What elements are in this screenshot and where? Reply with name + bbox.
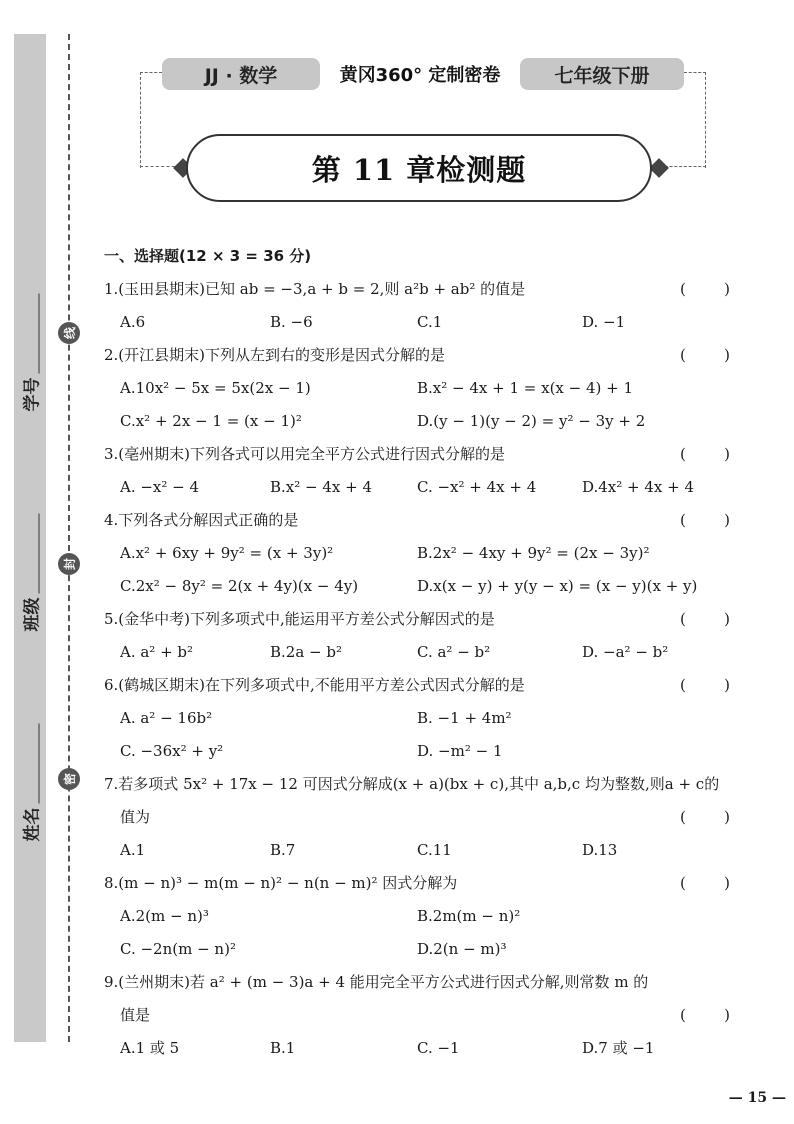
options-row [104, 1032, 740, 1065]
option-c: C.1 [417, 313, 443, 331]
question-stem-continued: 值是 [120, 1006, 151, 1024]
question-6 [104, 669, 740, 702]
chapter-title-box [186, 134, 652, 202]
subject-pill: JJ · 数学 [162, 58, 320, 90]
option-a: A.6 [120, 313, 146, 331]
question-list [104, 240, 740, 1065]
answer-blank[interactable]: ( ) [680, 346, 730, 364]
options-row [104, 471, 740, 504]
option-c: C. −36x² + y² [120, 742, 224, 760]
question-stem: 7.若多项式 5x² + 17x − 12 可因式分解成(x + a)(bx + c),其中 a,b,c 均为整数,则a + c的 [104, 775, 720, 793]
option-c: C.2x² − 8y² = 2(x + 4y)(x − 4y) [120, 577, 359, 595]
answer-blank[interactable]: ( ) [680, 1006, 730, 1024]
chapter-title: 第 11 章检测题 [311, 152, 527, 187]
option-a: A. −x² − 4 [120, 478, 200, 496]
options-row [104, 900, 740, 933]
option-b: B.7 [270, 841, 296, 859]
option-a: A.1 或 5 [120, 1039, 180, 1057]
option-d: D.x(x − y) + y(y − x) = (x − y)(x + y) [417, 577, 698, 595]
question-8 [104, 867, 740, 900]
diamond-right-icon [649, 158, 669, 178]
answer-blank[interactable]: ( ) [680, 808, 730, 826]
options-row [104, 636, 740, 669]
class-label: 班级 [22, 597, 43, 632]
option-d: D.(y − 1)(y − 2) = y² − 3y + 2 [417, 412, 646, 430]
options-row [104, 702, 740, 735]
header-frame-right [684, 72, 706, 168]
seal-seal-mark: 封 [58, 553, 80, 575]
options-row [104, 735, 740, 768]
student-number-label: 学号 [22, 377, 43, 412]
option-a: A. a² − 16b² [120, 709, 213, 727]
option-c: C. −x² + 4x + 4 [417, 478, 537, 496]
cut-line [68, 34, 70, 1042]
option-b: B. −1 + 4m² [417, 709, 512, 727]
option-c: C.x² + 2x − 1 = (x − 1)² [120, 412, 302, 430]
option-b: B.x² − 4x + 1 = x(x − 4) + 1 [417, 379, 634, 397]
student-number-field[interactable] [18, 294, 43, 412]
option-c: C. a² − b² [417, 643, 491, 661]
option-d: D. −m² − 1 [417, 742, 503, 760]
options-row [104, 372, 740, 405]
option-a: A.2(m − n)³ [120, 907, 209, 925]
question-stem: 5.(金华中考)下列多项式中,能运用平方差公式分解因式的是 [104, 610, 495, 628]
question-7 [104, 768, 740, 801]
question-2 [104, 339, 740, 372]
question-7-continued [104, 801, 740, 834]
option-d: D.2(n − m)³ [417, 940, 507, 958]
options-row [104, 537, 740, 570]
option-b: B.x² − 4x + 4 [270, 478, 373, 496]
option-d: D.13 [582, 841, 618, 859]
question-stem: 8.(m − n)³ − m(m − n)² − n(n − m)² 因式分解为 [104, 874, 458, 892]
question-4 [104, 504, 740, 537]
answer-blank[interactable]: ( ) [680, 676, 730, 694]
grade-pill: 七年级下册 [520, 58, 684, 90]
page-number: — 15 — [728, 1090, 786, 1106]
question-stem: 1.(玉田县期末)已知 ab = −3,a + b = 2,则 a²b + ab² 的值是 [104, 280, 526, 298]
question-stem: 3.(亳州期末)下列各式可以用完全平方公式进行因式分解的是 [104, 445, 506, 463]
series-title: 黄冈360° 定制密卷 [339, 65, 501, 86]
option-b: B.2x² − 4xy + 9y² = (2x − 3y)² [417, 544, 650, 562]
question-stem: 4.下列各式分解因式正确的是 [104, 511, 299, 529]
name-label: 姓名 [22, 807, 43, 842]
question-stem: 9.(兰州期末)若 a² + (m − 3)a + 4 能用完全平方公式进行因式分解,则常数 m 的 [104, 973, 649, 991]
answer-blank[interactable]: ( ) [680, 610, 730, 628]
header-frame-left [140, 72, 162, 168]
options-row [104, 933, 740, 966]
option-c: C. −1 [417, 1039, 460, 1057]
option-a: A. a² + b² [120, 643, 194, 661]
option-a: A.1 [120, 841, 146, 859]
option-a: A.10x² − 5x = 5x(2x − 1) [120, 379, 311, 397]
name-field[interactable] [18, 724, 43, 842]
answer-blank[interactable]: ( ) [680, 445, 730, 463]
question-5 [104, 603, 740, 636]
option-a: A.x² + 6xy + 9y² = (x + 3y)² [120, 544, 334, 562]
option-b: B.1 [270, 1039, 296, 1057]
options-row [104, 834, 740, 867]
question-1 [104, 273, 740, 306]
question-3 [104, 438, 740, 471]
question-stem: 2.(开江县期末)下列从左到右的变形是因式分解的是 [104, 346, 446, 364]
options-row [104, 306, 740, 339]
class-field[interactable] [18, 514, 43, 632]
question-9-continued [104, 999, 740, 1032]
option-b: B.2a − b² [270, 643, 342, 661]
question-9 [104, 966, 740, 999]
answer-blank[interactable]: ( ) [680, 511, 730, 529]
option-c: C.11 [417, 841, 452, 859]
option-b: B.2m(m − n)² [417, 907, 521, 925]
option-d: D.4x² + 4x + 4 [582, 478, 695, 496]
seal-line-mark: 线 [58, 322, 80, 344]
answer-blank[interactable]: ( ) [680, 280, 730, 298]
options-row [104, 405, 740, 438]
options-row [104, 570, 740, 603]
question-stem-continued: 值为 [120, 808, 151, 826]
option-d: D. −a² − b² [582, 643, 669, 661]
question-stem: 6.(鹤城区期末)在下列多项式中,不能用平方差公式因式分解的是 [104, 676, 525, 694]
option-b: B. −6 [270, 313, 313, 331]
seal-secret-mark: 密 [58, 768, 80, 790]
section-heading: 一、选择题(12 × 3 = 36 分) [104, 247, 312, 265]
option-c: C. −2n(m − n)² [120, 940, 236, 958]
answer-blank[interactable]: ( ) [680, 874, 730, 892]
option-d: D. −1 [582, 313, 626, 331]
option-d: D.7 或 −1 [582, 1039, 655, 1057]
